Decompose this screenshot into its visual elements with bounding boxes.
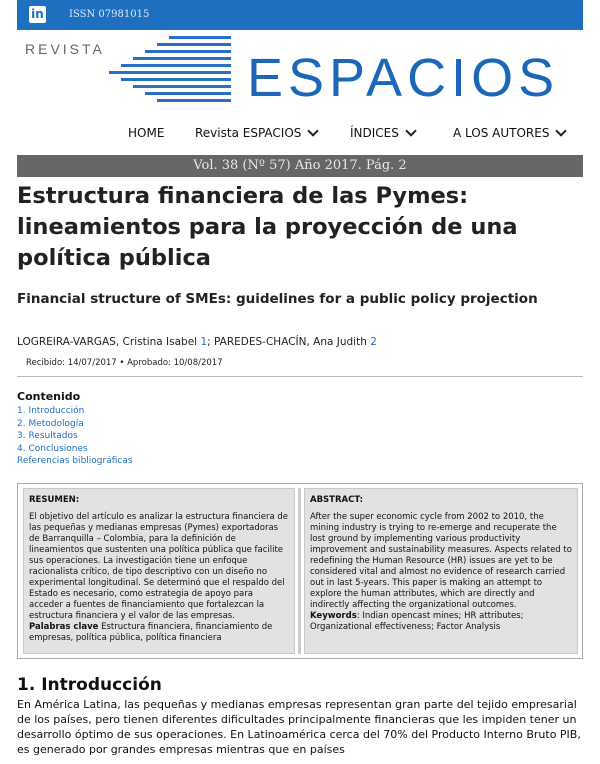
received-approved-dates: Recibido: 14/07/2017 • Aprobado: 10/08/2017 <box>26 358 223 368</box>
logo-revista-text: REVISTA <box>25 41 105 57</box>
resumen-keywords <box>29 622 289 644</box>
journal-logo[interactable] <box>17 30 583 110</box>
section-body-text: En América Latina, las pequeñas y medianas empresas representan gran parte del tejido empresarial de los países, pero tienen diferentes dificultades principalmente financieras que les impiden tener un desarrollo óptimo de sus operaciones. En Latinoamérica cerca del 70% del Producto Interno Bruto PIB, es generado por grandes empresas mientras que en países <box>17 698 581 756</box>
main-nav <box>0 126 600 146</box>
abstract-divider <box>298 488 301 654</box>
contents-link-metodologia[interactable]: 2. Metodología <box>17 418 84 429</box>
nav-indices-label: ÍNDICES <box>350 126 399 140</box>
article-subtitle: Financial structure of SMEs: guidelines for a public policy projection <box>17 291 538 307</box>
author-name: LOGREIRA-VARGAS, Cristina Isabel <box>17 336 198 348</box>
chevron-down-icon <box>405 125 416 136</box>
abstract-box <box>17 483 583 659</box>
author-separator: ; <box>207 336 211 348</box>
article-title: Estructura financiera de las Pymes: lineamientos para la proyección de una política pública <box>17 183 518 271</box>
keywords-text: Estructura financiera, financiamiento de empresas, política pública, política financiera <box>29 622 273 643</box>
contents-heading: Contenido <box>17 390 81 403</box>
keywords-label: Palabras clave <box>29 622 99 632</box>
divider <box>17 376 583 377</box>
author-ref-link[interactable]: 2 <box>370 336 377 348</box>
contents-link-referencias[interactable]: Referencias bibliográficas <box>17 456 133 466</box>
top-bar <box>17 0 583 30</box>
author-name: PAREDES-CHACÍN, Ana Judith <box>214 336 367 348</box>
keywords-text: : Indian opencast mines; HR attributes; Organizational effectiveness; Factor Analysis <box>310 611 524 632</box>
abstract-panel <box>304 488 578 654</box>
resumen-heading: RESUMEN: <box>29 495 80 505</box>
abstract-heading: ABSTRACT: <box>310 495 364 505</box>
nav-revista-espacios[interactable] <box>195 126 317 140</box>
author-line <box>17 336 377 348</box>
contents-link-introduccion[interactable]: 1. Introducción <box>17 406 85 416</box>
resumen-text: El objetivo del artículo es analizar la estructura financiera de las pequeñas y medianas empresas (Pymes) exportadoras de Barranquilla – Colombia, para la definición de lineamientos que sustenten una política pública que facilite sus operaciones. La investigación tiene un enfoque racionalista crítico, de tipo descriptivo con un diseño no experimental longitudinal. Se determinó que el respaldo del Estado es necesario, como estrategia de apoyo para acceder a fuentes de financiamiento que fortalezcan la estructura financiera y el valor de las empresas. <box>29 512 288 621</box>
keywords-label: Keywords <box>310 611 357 621</box>
chevron-down-icon <box>308 125 319 136</box>
author-ref-link[interactable]: 1 <box>200 336 208 348</box>
chevron-down-icon <box>556 125 567 136</box>
issn-label: ISSN 07981015 <box>69 9 150 20</box>
nav-home-label: HOME <box>128 126 165 140</box>
contents-link-resultados[interactable]: 3. Resultados <box>17 431 78 441</box>
linkedin-icon[interactable]: in <box>29 6 46 23</box>
abstract-keywords <box>310 611 572 633</box>
nav-autores-label: A LOS AUTORES <box>453 126 550 140</box>
section-heading: 1. Introducción <box>17 675 162 695</box>
contents-list <box>17 405 133 468</box>
issue-bar: Vol. 38 (Nº 57) Año 2017. Pág. 2 <box>17 155 583 177</box>
nav-autores[interactable] <box>453 126 565 140</box>
logo-espacios-text: ESPACIOS <box>247 48 560 108</box>
contents-link-conclusiones[interactable]: 4. Conclusiones <box>17 443 88 454</box>
nav-revista-label: Revista ESPACIOS <box>195 126 302 140</box>
abstract-text: After the super economic cycle from 2002 to 2010, the mining industry is trying to re-emerge and recuperate the lost ground by implementing various productivity improvement and sustainability measures. Aspects related to redefining the Human Resource (HR) issues are yet to be considered vital and almost no evidence of research carried out in last 5-years. This paper is making an attempt to explore the human attributes, which are directly and indirectly affecting the organizational outcomes. <box>310 512 572 610</box>
nav-home[interactable] <box>128 126 164 140</box>
nav-indices[interactable] <box>350 126 415 140</box>
resumen-panel <box>23 488 295 654</box>
